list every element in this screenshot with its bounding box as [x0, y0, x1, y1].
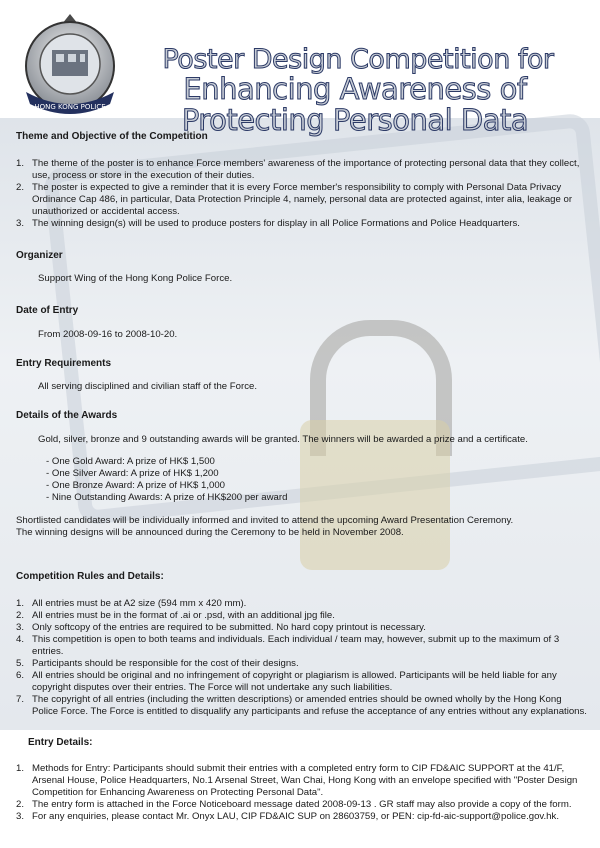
entry-item-number: 2. [16, 799, 25, 810]
awards-intro: Gold, silver, bronze and 9 outstanding awards will be granted. The winners will be awarded a prize and a certificate. [38, 434, 528, 445]
award-item: - Nine Outstanding Awards: A prize of HK$200 per award [46, 492, 288, 503]
rule-item-number: 7. [16, 694, 25, 705]
title-line-2: Enhancing Awareness of Protecting Personal Data [181, 72, 529, 137]
entry-section [16, 737, 588, 823]
entry-item [16, 811, 588, 823]
rule-item-number: 3. [16, 622, 25, 633]
rule-item-number: 5. [16, 658, 25, 669]
rule-item-text: Participants should be responsible for the cost of their designs. [32, 658, 299, 669]
rule-item-number: 2. [16, 610, 25, 621]
theme-item [16, 158, 588, 182]
requirements-heading: Entry Requirements [16, 358, 112, 369]
theme-item-number: 3. [16, 218, 25, 229]
award-item: - One Gold Award: A prize of HK$ 1,500 [46, 456, 215, 467]
entry-item [16, 799, 588, 811]
entry-list [16, 763, 588, 823]
entry-item-text: For any enquiries, please contact Mr. Onyx LAU, CIP FD&AIC SUP on 28603759, or PEN: cip-fd-aic-support@police.gov.hk. [32, 811, 559, 822]
theme-item-number: 1. [16, 158, 25, 169]
theme-item-text: The poster is expected to give a reminder that it is every Force member's responsibility to comply with Personal Data Privacy Ordinance Cap 486, in particular, Data Protection Principle 4, namely, personal data are protected against, inter alia, leakage or unauthorized or accidental access. [32, 182, 573, 217]
rule-item-text: Only softcopy of the entries are required to be submitted. No hard copy printout is necessary. [32, 622, 426, 633]
theme-item [16, 218, 588, 230]
date-heading: Date of Entry [16, 305, 79, 316]
entry-item-number: 1. [16, 763, 25, 774]
rule-item [16, 694, 588, 718]
organizer-heading: Organizer [16, 250, 63, 261]
awards-note-2: The winning designs will be announced during the Ceremony to be held in November 2008. [16, 527, 404, 538]
theme-list [16, 158, 588, 230]
rule-item [16, 622, 588, 634]
awards-note-1: Shortlisted candidates will be individually informed and invited to attend the upcoming Award Presentation Ceremony. [16, 515, 514, 526]
entry-item-text: Methods for Entry: Participants should submit their entries with a completed entry form to CIP FD&AIC SUPPORT at the 41/F, Arsenal House, Police Headquarters, No.1 Arsenal Street, Wan Chai, Hong Kong with an envelope specified with "Poster Design Competition for Enhancing Awareness on Protecting Personal Data". [32, 763, 578, 798]
theme-heading: Theme and Objective of the Competition [16, 131, 208, 142]
organizer-text: Support Wing of the Hong Kong Police Force. [38, 273, 233, 284]
police-badge-logo [12, 8, 128, 120]
awards-heading: Details of the Awards [16, 410, 118, 421]
entry-heading: Entry Details: [28, 737, 93, 748]
rule-item-text: All entries should be original and no infringement of copyright or plagiarism is allowed. Participants will be held liable for any copyright disputes over their entries. The Force will not undertake any such liabilities. [32, 670, 557, 693]
rule-item-number: 1. [16, 598, 25, 609]
rule-item [16, 670, 588, 694]
logo-banner-text: HONG KONG POLICE [34, 103, 106, 111]
rule-item-text: This competition is open to both teams and individuals. Each individual / team may, however, submit up to the maximum of 3 entries. [32, 634, 560, 657]
date-text: From 2008-09-16 to 2008-10-20. [38, 329, 178, 340]
rule-item [16, 634, 588, 658]
awards-list [16, 456, 588, 504]
rule-item-number: 6. [16, 670, 25, 681]
rule-item-text: The copyright of all entries (including the written descriptions) or amended entries should be owned wholly by the Hong Kong Police Force. The Force is entitled to disqualify any participants and refuse the acceptance of any entries without any explanations. [32, 694, 587, 717]
theme-section [16, 131, 588, 230]
rules-list [16, 598, 588, 718]
entry-item [16, 763, 588, 799]
rules-section [16, 571, 588, 718]
rule-item-number: 4. [16, 634, 25, 645]
organizer-section [16, 250, 232, 285]
requirements-section [16, 358, 257, 393]
theme-item-number: 2. [16, 182, 25, 193]
rule-item-text: All entries must be at A2 size (594 mm x 420 mm). [32, 598, 247, 609]
awards-section [16, 410, 588, 539]
entry-item-text: The entry form is attached in the Force Noticeboard message dated 2008-09-13 . GR staff may also provide a copy of the form. [32, 799, 572, 810]
rule-item-text: All entries must be in the format of .ai or .psd, with an additional jpg file. [32, 610, 335, 621]
rules-heading: Competition Rules and Details: [16, 571, 164, 582]
rule-item [16, 610, 588, 622]
title-line-1: Poster Design Competition for [162, 44, 554, 75]
theme-item-text: The theme of the poster is to enhance Force members' awareness of the importance of protecting personal data that they collect, use, process or store in the execution of their duties. [32, 158, 580, 181]
rule-item [16, 598, 588, 610]
theme-item-text: The winning design(s) will be used to produce posters for display in all Police Formations and Police Headquarters. [32, 218, 520, 229]
award-item: - One Bronze Award: A prize of HK$ 1,000 [46, 480, 226, 491]
rule-item [16, 658, 588, 670]
entry-item-number: 3. [16, 811, 25, 822]
award-item: - One Silver Award: A prize of HK$ 1,200 [46, 468, 219, 479]
requirements-text: All serving disciplined and civilian staff of the Force. [38, 381, 257, 392]
theme-item [16, 182, 588, 218]
date-section [16, 305, 177, 341]
poster-title [128, 46, 588, 135]
